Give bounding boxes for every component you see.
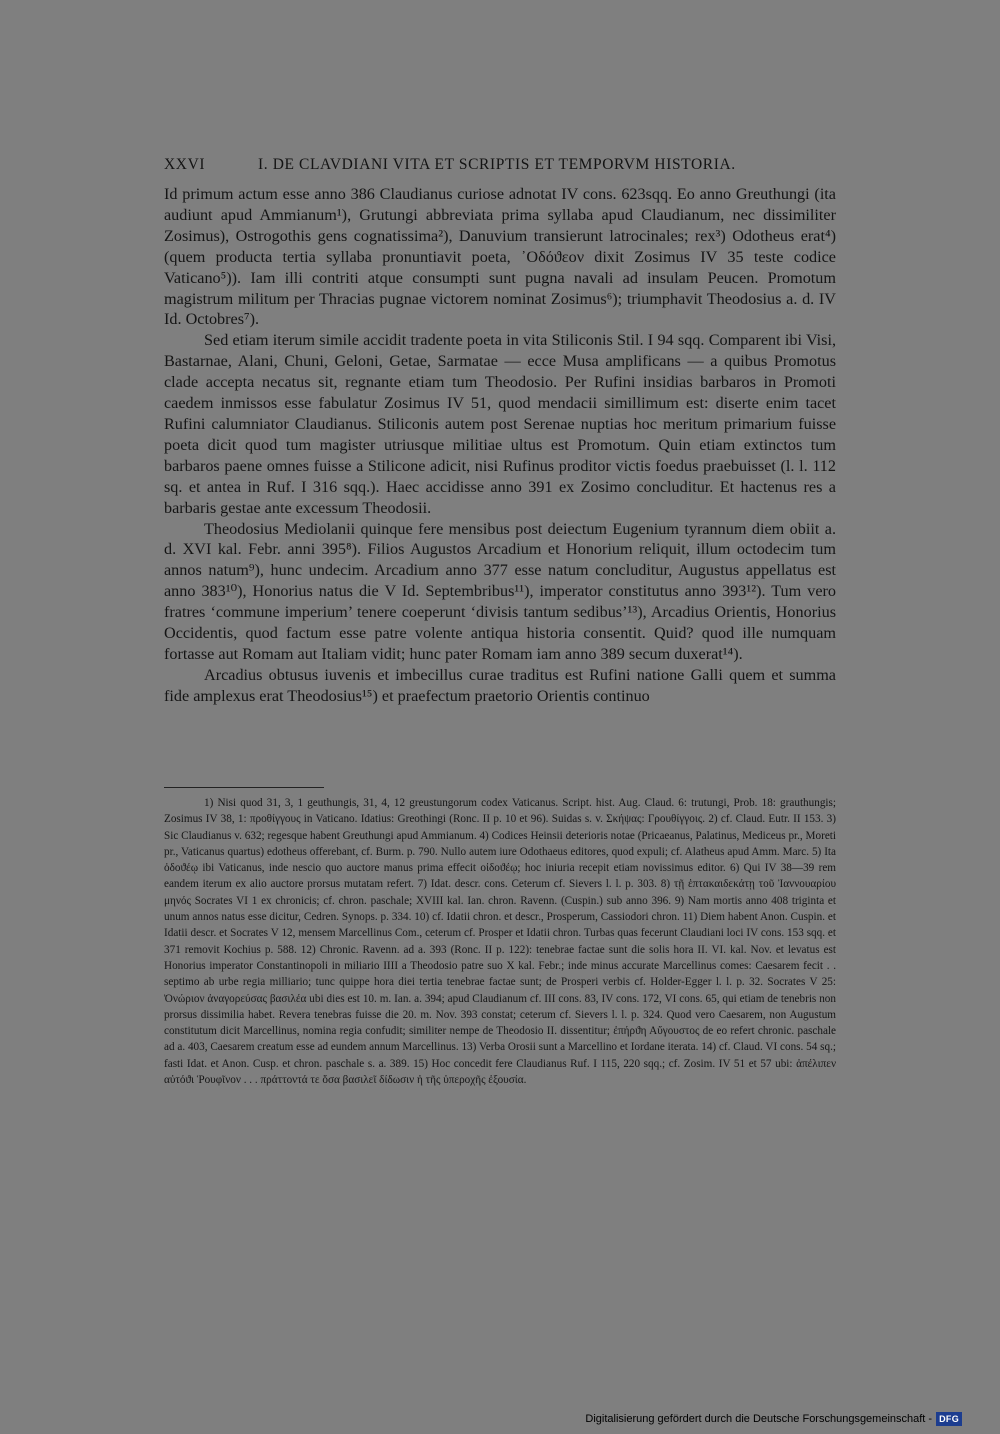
main-text <box>164 184 836 707</box>
page-folio: XXVI <box>164 156 206 173</box>
digitization-credit <box>585 1410 962 1428</box>
paragraph: Sed etiam iterum simile accidit tradente poeta in vita Stiliconis Stil. I 94 sqq. Comparent ibi Visi, Bastarnae, Alani, Chuni, Geloni, Getae, Sarmatae — ecce Musa amplificans — a quibus Promotus clade accepta necatus sit, regnante etiam tum Theodosio. Per Rufini insidias barbaros in Promoti caedem inmissos esse fabulatur Zosimus IV 51, quod mendacii simillimum est: diserte enim tacet Rufini calumniator Claudianus. Stiliconis autem post Serenae nuptias hoc meritum primarium fuisse poeta dicit quod tum magister utriusque militiae ultus est Promotum. Quin etiam extinctos tum barbaros paene omnes fuisse a Stilicone adicit, nisi Rufinus proditor victis foedus praebuisset (l. l. 112 sq. et antea in Ruf. I 316 sqq.). Haec accidisse anno 391 ex Zosimo concluditur. Et hactenus res a barbaris gestae ante excessum Theodosii. <box>164 331 836 517</box>
running-header <box>164 156 836 178</box>
dfg-logo: DFG <box>936 1412 962 1426</box>
credit-text: Digitalisierung gefördert durch die Deutsche Forschungsgemeinschaft - <box>585 1413 933 1425</box>
footnotes-block <box>164 795 836 1088</box>
footnotes-text: 1) Nisi quod 31, 3, 1 geuthungis, 31, 4, 12 greustungorum codex Vaticanus. Script. hist. Aug. Claud. 6: trutungi, Prob. 18: grauthungis; Zosimus IV 38, 1: προθίγγους in Vaticano. Idatius: Greothingi (Ronc. II p. 10 et 96). Suidas s. v. Σκήψας: Γρουθίγγοις. 2) cf. Claud. Eutr. II 153. 3) Sic Claudianus v. 632; regesque habent Greuthungi apud Ammianum. 4) Codices Heinsii deterioris notae (Pricaeanus, Palatinus, Mediceus pr., Moreti pr., Vaticanus quartus) edotheus offerebant, cf. Burm. p. 790. Nullo autem iure Odothaeus editores, quod expuli; cf. Alatheus apud Amm. Marc. 5) Ita ὀδοϑέῳ ibi Vaticanus, inde nescio quo auctore manus prima effecit οἰδοϑέῳ; hoc iniuria recepit etiam novissimus editor. 6) Qui IV 38—39 rem eandem iterum ex alio auctore prorsus mutatam refert. 7) Idat. descr. cons. Ceterum cf. Sievers l. l. p. 303. 8) τῇ ἑπτακαιδεκάτῃ τοῦ Ἰαννουαρίου μηνός Socrates VI 1 ex chronicis; cf. chron. paschale; XVIII kal. Ian. chron. Ravenn. (Cuspin.) sub anno 396. 9) Nam mortis anno 408 triginta et unum annos natus esse dicitur, Cedren. Synops. p. 334. 10) cf. Idatii chron. et descr., Prosperum, Cassiodori chron. 11) Diem habent Anon. Cuspin. et Idatii descr. et Socrates V 12, mensem Marcellinus Com., ceterum cf. Prosper et Idatii chron. Turbas quas fecerunt Claudiani loci IV cons. 153 sqq. et 371 removit Kochius p. 588. 12) Chronic. Ravenn. ad a. 393 (Ronc. II p. 122): tenebrae factae sunt die solis hora II. VI. kal. Nov. et levatus est Honorius imperator Constantinopoli in miliario IIII a Theodosio patre suo X kal. Febr.; inde minus accurate Marcellinus comes: Caesarem fecit . . septimo ab urbe regia milliario; tunc quippe hora diei tertia tenebrae factae sunt; de Prosperi verbis cf. Holder-Egger l. l. p. 32. Socrates V 25: Ὀνώριον ἀναγορεύσας βασιλέα ubi dies est 10. m. Ian. a. 394; apud Claudianum cf. III cons. 83, IV cons. 172, VI cons. 65, qui etiam de tenebris non prorsus dissimilia habet. Revera tenebras fuisse die 20. m. Nov. 393 constat; ceterum cf. Sievers l. l. p. 324. Quod vero Caesarem, non Augustum constitutum dicit Marcellinus, nomina regia confudit; similiter nempe de Theodosio II. dissentitur; ἐπήρϑη Αὔγουστος de eo refert chronic. paschale ad a. 403, Caesarem creatum esse ad eundem annum Marcellinus. 13) Verba Orosii sunt a Marcellino et Iordane iterata. 14) cf. Claud. VI cons. 54 sq.; fasti Idat. et Anon. Cusp. et chron. paschale s. a. 389. 15) Hoc concedit fere Claudianus Ruf. I 115, 220 sqq.; cf. Zosim. IV 51 et 57 ubi: ἀπέλιπεν αὐτόϑι Ῥουφῖνον . . . πράττοντά τε ὅσα βασιλεῖ δίδωσιν ἡ τῆς ὑπεροχῆς ἐξουσία. <box>164 797 836 1087</box>
paragraph: Id primum actum esse anno 386 Claudianus curiose adnotat IV cons. 623sqq. Eo anno Greuthungi (ita audiunt apud Ammianum¹), Grutungi abbreviata prima syllaba apud Claudianum, nec dissimiliter Zosimus), Ostrogothis gens cognatissima²), Danuvium transierunt latrocinales; rex³) Odotheus erat⁴) (quem producta tertia syllaba pronuntiavit poeta, ᾿Οδόϑεον dixit Zosimus IV 35 teste codice Vaticano⁵)). Iam illi contriti atque consumpti sunt pugna navali ad insulam Peucen. Promotum magistrum militum per Thracias pugnae victorem nominat Zosimus⁶); triumphavit Theodosius a. d. IV Id. Octobres⁷). <box>164 185 836 329</box>
running-title: I. DE CLAVDIANI VITA ET SCRIPTIS ET TEMPORVM HISTORIA. <box>258 156 736 173</box>
footnote-divider <box>164 787 324 788</box>
paragraph: Arcadius obtusus iuvenis et imbecillus curae traditus est Rufini natione Galli quem et summa fide amplexus erat Theodosius¹⁵) et praefectum praetorio Orientis continuo <box>164 665 836 705</box>
paragraph: Theodosius Mediolanii quinque fere mensibus post deiectum Eugenium tyrannum diem obiit a. d. XVI kal. Febr. anni 395⁸). Filios Augustos Arcadium et Honorium reliquit, illum octodecim tum annos natum⁹), hunc undecim. Arcadium anno 377 esse natum concluditur, Augustus appellatus est anno 383¹⁰), Honorius natus die V Id. Septembribus¹¹), imperator constitutus anno 393¹²). Tum vero fratres ‘commune imperium’ tenere coeperunt ‘divisis tantum sedibus’¹³), Arcadius Orientis, Honorius Occidentis, quod factum esse patre volente antiqua historia consentit. Quid? quod ille numquam fortasse aut Romam aut Italiam vidit; hunc pater Romam iam anno 389 secum duxerat¹⁴). <box>164 519 836 663</box>
